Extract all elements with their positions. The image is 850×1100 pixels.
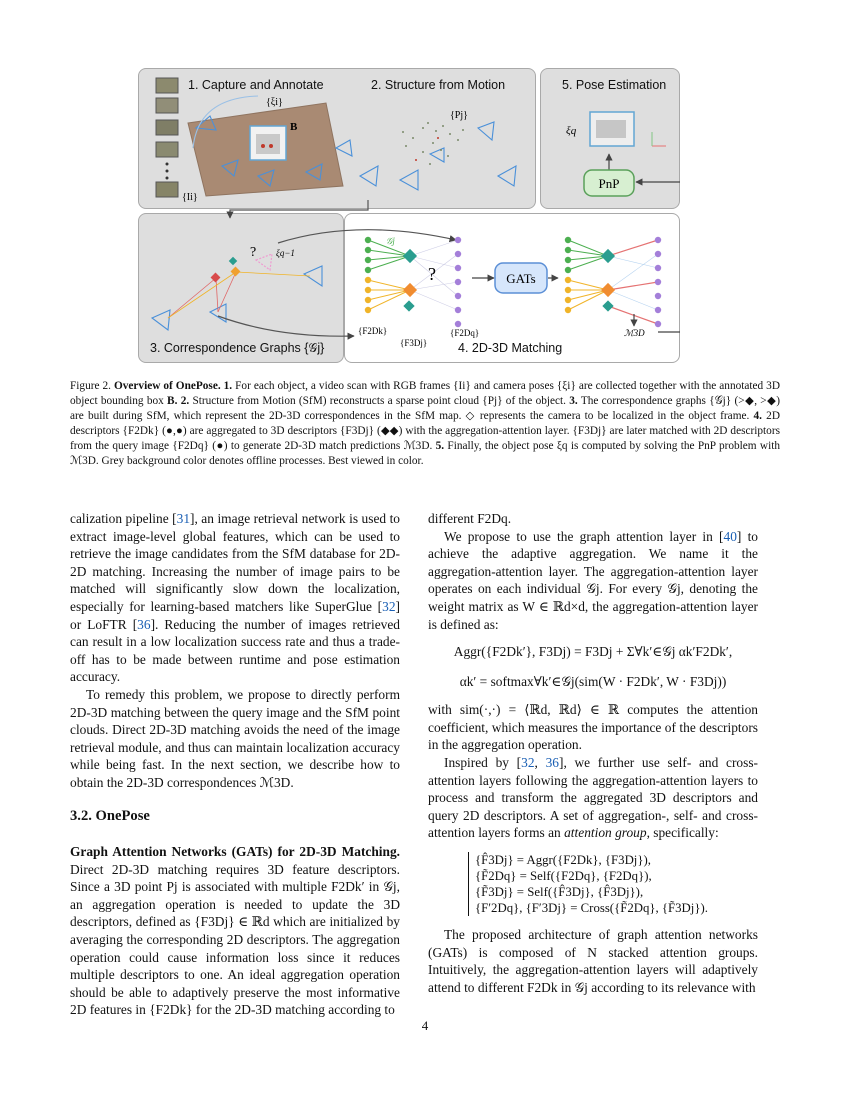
caption-step5-num: 5. bbox=[435, 440, 445, 453]
camera-frustum bbox=[360, 166, 378, 186]
label-m3d: ℳ3D bbox=[624, 328, 645, 338]
graph-rays-yellow bbox=[168, 272, 310, 318]
ellipsis-dot bbox=[166, 177, 169, 180]
caption-step3-num: 3. bbox=[569, 395, 578, 408]
paragraph: Inspired by [32, 36], we further use self- and cross-attention layers following the aggregation-attention layers to process and transform the aggregated 3D descriptors and query 2D descriptors. A set of aggregation-, self- and cross-attention layers forms an attention group, specifically: bbox=[428, 754, 758, 841]
frame-thumbnail bbox=[156, 142, 178, 157]
left-column bbox=[70, 510, 400, 1019]
ellipsis-dot bbox=[166, 170, 169, 173]
label-fj3d: {F3Dj} bbox=[400, 338, 428, 348]
paragraph: Graph Attention Networks (GATs) for 2D-3D Matching. Direct 2D-3D matching requires 3D feature descriptors. Since a 3D point Pj is associated with multiple F2Dk′ in 𝒢j, an aggregation operation is needed to update the 3D descriptors, defined as {F3Dj} ∈ ℝd which are initialized by averaging the corresponding 2D descriptors. The aggregation operation could cause information loss since it reduces multiple descriptors to one. An ideal aggregation operation should be able to adaptively preserve the most informative 2D features in {F2Dk} for the 2D-3D matching according to bbox=[70, 844, 400, 1018]
object-button bbox=[261, 144, 265, 148]
caption-step3: The correspondence graphs {𝒢j} (>◆, >◆) are built during SfM, which represent the 2D-3D correspondences in the SfM map. ◇ represents the camera to be localized in the object frame. bbox=[70, 395, 781, 423]
caption-lead: Figure 2. bbox=[70, 380, 111, 392]
frame-thumbnail bbox=[156, 78, 178, 93]
right-column bbox=[428, 510, 758, 996]
label-fq2d: {F2Dq} bbox=[450, 328, 480, 338]
label-pointcloud: {Pj} bbox=[450, 110, 468, 121]
camera-frustum bbox=[336, 140, 352, 156]
citation-link[interactable]: 32 bbox=[521, 754, 535, 770]
page-number: 4 bbox=[421, 1018, 429, 1033]
caption-step2: Structure from Motion (SfM) reconstructs a sparse point cloud {Pj} of the object. bbox=[189, 395, 570, 408]
caption-step2-num: . 2. bbox=[174, 395, 190, 408]
posed-object-panel bbox=[596, 120, 626, 138]
figure-2 bbox=[138, 68, 680, 364]
equation-aggregation: Aggr({F2Dk′}, F3Dj) = F3Dj + Σ∀k′∈𝒢j αk′F2Dk′, bbox=[453, 644, 733, 660]
left-graph bbox=[365, 236, 461, 327]
panel3-title: 3. Correspondence Graphs {𝒢j} bbox=[150, 341, 325, 355]
caption-step1: For each object, a video scan with RGB frames {Ii} and camera poses {ξi} are collected together with the annotated 3D object bounding box bbox=[70, 380, 780, 408]
citation-link[interactable]: 32 bbox=[382, 598, 396, 614]
camera-frustum bbox=[400, 170, 418, 190]
label-bbox: B bbox=[290, 121, 298, 133]
equation-line: {F̂3Dj} = Aggr({F2Dk}, {F3Dj}), bbox=[475, 852, 651, 867]
query-camera bbox=[256, 254, 272, 270]
camera-frustum bbox=[152, 310, 170, 330]
attention-group-equations bbox=[468, 852, 758, 916]
label-gj: 𝒢j bbox=[386, 236, 395, 246]
paragraph: We propose to use the graph attention layer in [40] to achieve the adaptive aggregation. We name it the aggregation-attention layer. The aggregation-attention layer operates on each individual 𝒢j. For every 𝒢j, denoting the weight matrix as W ∈ ℝd×d, the aggregation-attention layer is defined as: bbox=[428, 528, 758, 632]
point-cloud bbox=[402, 122, 464, 165]
caption-step4: 2D descriptors {F2Dk} (●,●) are aggregated to 3D descriptors {F3Dj} (◆◆) with the aggregation-attention layer. {F3Dj} are later matched with 2D descriptors from the query image {F2Dq} (●) to generate 2D-3D match predictions ℳ3D. bbox=[70, 410, 780, 453]
paragraph: To remedy this problem, we propose to directly perform 2D-3D matching between the query image and the SfM point clouds. Direct 2D-3D matching avoids the need of the image retrieval module, and thus can maintain localization accuracy while being fast. In the next section, we describe how to obtain the 2D-3D correspondences ℳ3D. bbox=[70, 686, 400, 790]
citation-link[interactable]: 31 bbox=[176, 511, 191, 526]
section-heading: 3.2. OnePose bbox=[70, 807, 150, 824]
question-mark: ? bbox=[250, 245, 257, 260]
citation-link[interactable]: 40 bbox=[723, 528, 737, 544]
citation-link[interactable]: 36 bbox=[137, 616, 151, 632]
caption-title: Overview of OnePose. bbox=[113, 380, 221, 392]
frame-thumbnail bbox=[156, 120, 178, 135]
question-mark-matching: ? bbox=[428, 264, 436, 284]
label-frames: {Ii} bbox=[182, 192, 198, 203]
citation-link[interactable]: 36 bbox=[545, 754, 559, 770]
caption-step1-num: 1. bbox=[223, 380, 233, 392]
figure-graphics bbox=[138, 68, 680, 364]
label-xiq: ξq bbox=[566, 125, 577, 137]
caption-step4-num: 4. bbox=[753, 410, 762, 423]
object-panel bbox=[256, 134, 280, 154]
equation-alpha: αk′ = softmax∀k′∈𝒢j(sim(W · F2Dk′, W · F3Dj)) bbox=[459, 674, 727, 690]
label-fk2d: {F2Dk} bbox=[358, 326, 388, 336]
panel2-title: 2. Structure from Motion bbox=[371, 78, 506, 92]
camera-frustum bbox=[498, 166, 516, 186]
gats-label: GATs bbox=[506, 271, 536, 286]
label-xi: {ξi} bbox=[266, 97, 283, 108]
ellipsis-dot bbox=[166, 163, 169, 166]
arrow-sfm-to-graphs bbox=[230, 200, 368, 218]
arrow-graphs-to-descriptors bbox=[218, 316, 354, 336]
caption-step5: Finally, the object pose ξq is computed by solving the PnP problem with ℳ3D. Grey background color denotes offline processes. Best viewed in color. bbox=[70, 440, 780, 468]
paragraph: with sim(·,·) = ⟨ℝd, ℝd⟩ ∈ ℝ computes the attention coefficient, which measures the importance of the descriptors in the aggregation operation. bbox=[428, 702, 758, 753]
frame-thumbnail bbox=[156, 182, 178, 197]
equation-line: {F̃3Dj} = Self({F̂3Dj}, {F̂3Dj}), bbox=[475, 884, 644, 899]
frame-thumbnail bbox=[156, 98, 178, 113]
label-xiq-inverse: ξq−1 bbox=[276, 248, 295, 258]
camera-frustum bbox=[478, 122, 494, 140]
object-button bbox=[269, 144, 273, 148]
graph-node-teal bbox=[229, 257, 237, 265]
paragraph-heading: Graph Attention Networks (GATs) for 2D-3D Matching. bbox=[70, 844, 400, 860]
figure-caption bbox=[70, 379, 780, 470]
panel1-title: 1. Capture and Annotate bbox=[188, 78, 324, 92]
pnp-label: PnP bbox=[598, 176, 620, 191]
caption-bbox: B bbox=[167, 395, 175, 408]
panel5-title: 5. Pose Estimation bbox=[562, 78, 667, 92]
panel4-title: 4. 2D-3D Matching bbox=[458, 341, 563, 355]
paragraph: calization pipeline [31], an image retrieval network is used to extract image-level global features, which can be used to retrieve the image candidates from the SfM database for 2D-2D matching. Increasing the number of image pairs to be matched will significantly slow down the localization, especially for learning-based matchers like SuperGlue [32] or LoFTR [36]. Reducing the number of images retrieved can result in a low localization success rate and thus a trade-off has to be made between runtime and pose estimation accuracy. bbox=[70, 511, 400, 685]
equation-line: {F′2Dq}, {F′3Dj} = Cross({F̃2Dq}, {F̃3Dj}). bbox=[475, 900, 708, 915]
paragraph: The proposed architecture of graph attention networks (GATs) is composed of N stacked attention groups. Intuitively, the aggregation-attention layers will adaptively attend to different F2Dk in 𝒢j according to its relevance with bbox=[428, 926, 758, 995]
right-graph bbox=[565, 237, 661, 327]
equation-line: {F̃2Dq} = Self({F2Dq}, {F2Dq}), bbox=[475, 868, 652, 883]
paragraph: different F2Dq. bbox=[428, 511, 512, 526]
